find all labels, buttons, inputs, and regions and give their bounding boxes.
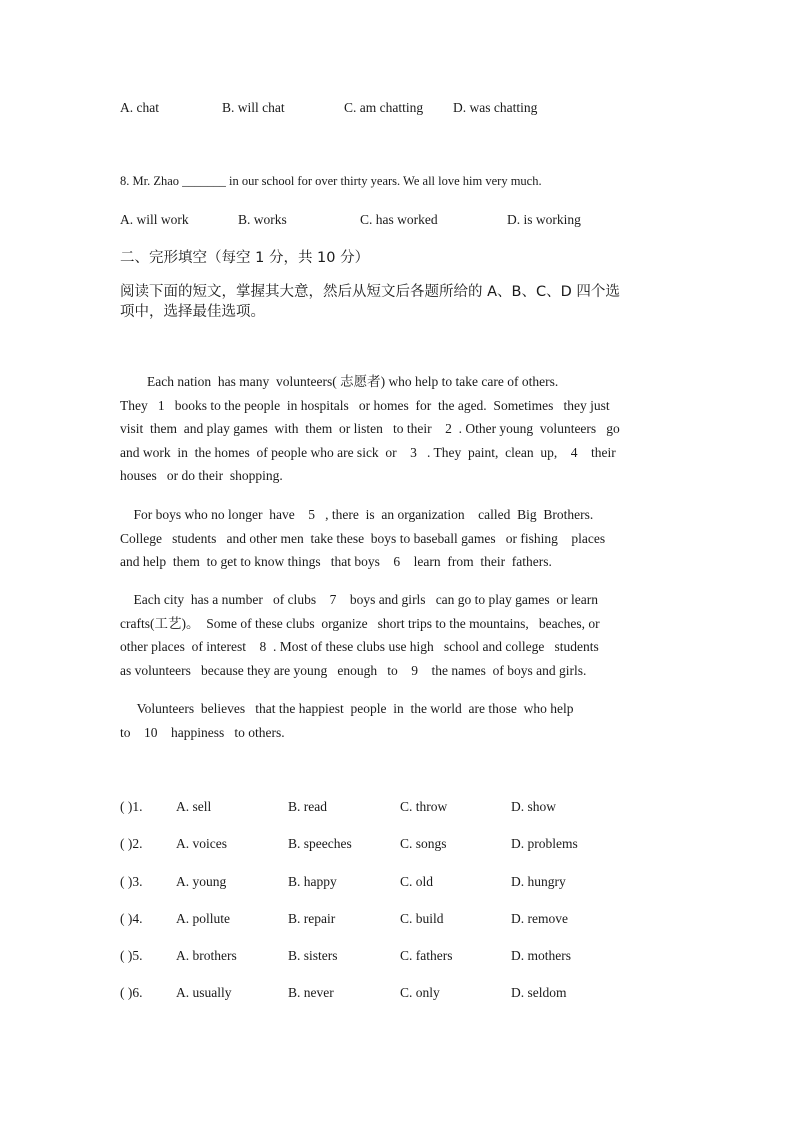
- choice-row-5: [120, 948, 680, 968]
- passage-line: visit them and play games with them or listen to their 2 . Other young volunteers go: [120, 421, 620, 437]
- passage-line: to 10 happiness to others.: [120, 724, 285, 740]
- passage-line: College students and other men take these boys to baseball games or fishing places: [120, 530, 606, 546]
- passage-line: Each nation has many volunteers( 志愿者) who help to take care of others.: [120, 374, 559, 389]
- q7-option-c: C. am chatting: [344, 100, 424, 115]
- choice-option-a: A. brothers: [176, 948, 237, 963]
- choice-option-b: B. happy: [288, 874, 337, 889]
- passage-line: houses or do their shopping.: [120, 468, 283, 484]
- passage-line: as volunteers because they are young enough to 9 the names of boys and girls.: [120, 662, 587, 678]
- q8-option-c: C. has worked: [360, 212, 438, 227]
- choice-option-c: C. fathers: [400, 948, 453, 963]
- q7-option-d: D. was chatting: [453, 100, 538, 115]
- choice-option-c: C. songs: [400, 836, 447, 851]
- passage-line: crafts(工艺)。 Some of these clubs organize short trips to the mountains, beaches, or: [120, 615, 600, 631]
- choice-option-d: D. mothers: [511, 948, 571, 963]
- q8-option-b: B. works: [238, 212, 287, 227]
- choice-option-b: B. sisters: [288, 948, 338, 963]
- section-heading: 二、完形填空（每空 1 分，共 10 分）: [120, 250, 370, 266]
- choice-number[interactable]: ( )4.: [120, 911, 143, 926]
- q8-option-a: A. will work: [120, 212, 189, 227]
- choice-number[interactable]: ( )5.: [120, 948, 143, 963]
- choice-option-c: C. build: [400, 911, 444, 926]
- choice-row-2: [120, 836, 680, 856]
- choice-option-a: A. usually: [176, 985, 232, 1000]
- passage-line: and help them to get to know things that boys 6 learn from their fathers.: [120, 554, 552, 570]
- choice-option-d: D. problems: [511, 836, 578, 851]
- instruction-line-1: 阅读下面的短文，掌握其大意，然后从短文后各题所给的 A、B、C、D 四个选: [120, 284, 620, 300]
- choice-row-3: [120, 874, 680, 894]
- choice-option-b: B. read: [288, 799, 327, 814]
- choice-option-a: A. young: [176, 874, 227, 889]
- q7-option-a: A. chat: [120, 100, 159, 115]
- choice-option-a: A. voices: [176, 836, 227, 851]
- choice-option-b: B. speeches: [288, 836, 352, 851]
- passage-paragraph-4: [120, 697, 680, 744]
- q8-option-d: D. is working: [507, 212, 581, 227]
- passage-line: and work in the homes of people who are sick or 3 . They paint, clean up, 4 their: [120, 444, 616, 460]
- choice-row-4: [120, 911, 680, 931]
- passage-line: Volunteers believes that the happiest people in the world are those who help: [120, 701, 574, 716]
- choice-number[interactable]: ( )3.: [120, 874, 143, 889]
- choice-option-d: D. seldom: [511, 985, 567, 1000]
- choice-option-b: B. repair: [288, 911, 336, 926]
- choice-option-d: D. show: [511, 799, 557, 814]
- passage-line: For boys who no longer have 5 , there is an organization called Big Brothers.: [120, 507, 594, 522]
- choice-option-b: B. never: [288, 985, 334, 1000]
- passage-line: other places of interest 8 . Most of these clubs use high school and college students: [120, 639, 599, 655]
- choice-number[interactable]: ( )1.: [120, 799, 143, 814]
- choice-option-d: D. hungry: [511, 874, 566, 889]
- q7-option-b: B. will chat: [222, 100, 285, 115]
- choice-row-1: [120, 799, 680, 819]
- choice-option-c: C. throw: [400, 799, 448, 814]
- instruction-line-2: 项中，选择最佳选项。: [120, 304, 265, 320]
- choice-number[interactable]: ( )2.: [120, 836, 143, 851]
- passage-paragraph-1: [120, 370, 680, 488]
- choice-option-d: D. remove: [511, 911, 568, 926]
- passage-line: Each city has a number of clubs 7 boys and girls can go to play games or learn: [120, 592, 599, 607]
- passage-paragraph-2: [120, 503, 680, 574]
- passage-line: They 1 books to the people in hospitals or homes for the aged. Sometimes they just: [120, 397, 610, 413]
- choice-option-a: A. pollute: [176, 911, 230, 926]
- choice-option-a: A. sell: [176, 799, 212, 814]
- choice-number[interactable]: ( )6.: [120, 985, 143, 1000]
- passage-paragraph-3: [120, 588, 680, 682]
- choice-option-c: C. old: [400, 874, 434, 889]
- choice-option-c: C. only: [400, 985, 440, 1000]
- choice-row-6: [120, 985, 680, 1005]
- q8-stem: 8. Mr. Zhao _______ in our school for over thirty years. We all love him very much.: [120, 174, 542, 188]
